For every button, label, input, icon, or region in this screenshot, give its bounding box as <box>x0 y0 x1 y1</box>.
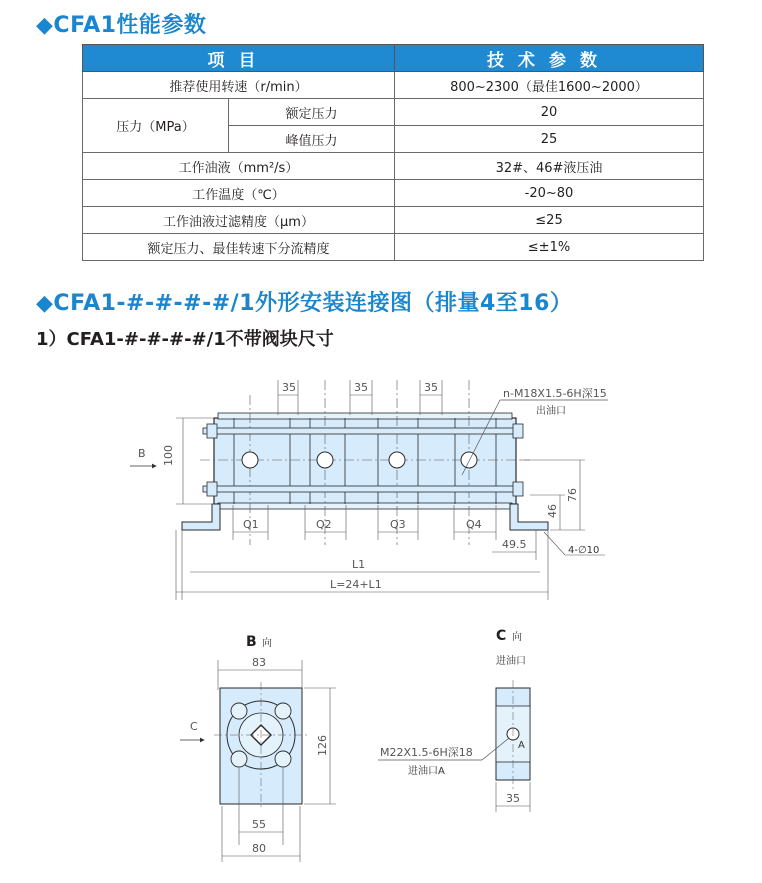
port-a-label: A <box>518 740 525 751</box>
outlet-spec: n-M18X1.5-6H深15 <box>503 387 607 400</box>
row-filter-label: 工作油液过滤精度（μm） <box>83 207 395 234</box>
dim-80: 80 <box>252 842 266 855</box>
dim-83: 83 <box>252 656 266 669</box>
row-temp-value: -20~80 <box>395 180 704 207</box>
row-peak-label: 峰值压力 <box>229 126 395 153</box>
row-accuracy-value: ≤±1% <box>395 234 704 261</box>
dim-l-total: L=24+L1 <box>330 578 382 591</box>
inlet-label: 进油口 <box>496 656 526 667</box>
c-view-suffix: 向 <box>512 632 522 643</box>
row-rated-value: 20 <box>395 99 704 126</box>
dim-76: 76 <box>566 488 579 502</box>
section-title-performance: ◆CFA1性能参数 <box>36 13 207 38</box>
dim-q3: Q3 <box>390 518 406 531</box>
outlet-port-3 <box>389 452 405 468</box>
outlet-label: 出油口 <box>536 406 566 417</box>
outlet-port-4 <box>461 452 477 468</box>
section-title-installation: ◆CFA1-#-#-#-#/1外形安装连接图（排量4至16） <box>36 291 573 316</box>
dim-l1: L1 <box>352 558 366 571</box>
section-title-no-valve: 1）CFA1-#-#-#-#/1不带阀块尺寸 <box>36 329 334 350</box>
inlet-a-label: 进油口A <box>408 766 445 777</box>
row-filter-value: ≤25 <box>395 207 704 234</box>
b-view-suffix: 向 <box>262 638 272 649</box>
outlet-port-1 <box>242 452 258 468</box>
view-b-arrow-label: B <box>138 447 146 460</box>
dim-55: 55 <box>252 818 266 831</box>
mount-bracket-right <box>510 504 548 530</box>
dim-35-a: 35 <box>282 381 296 394</box>
dim-46: 46 <box>546 504 559 518</box>
dim-35-c: 35 <box>424 381 438 394</box>
dim-49-5: 49.5 <box>502 538 527 551</box>
dim-q1: Q1 <box>243 518 259 531</box>
front-view <box>130 380 608 600</box>
tie-bolt-top <box>203 428 517 434</box>
row-peak-value: 25 <box>395 126 704 153</box>
c-view-title: C <box>496 628 507 644</box>
b-view <box>180 634 336 862</box>
dim-q2: Q2 <box>316 518 332 531</box>
c-arrow-label: C <box>190 720 198 733</box>
mount-bracket-left <box>182 504 220 530</box>
dim-100: 100 <box>162 445 175 466</box>
header-item: 项目 <box>83 45 395 72</box>
row-accuracy-label: 额定压力、最佳转速下分流精度 <box>83 234 395 261</box>
inlet-spec: M22X1.5-6H深18 <box>380 746 473 759</box>
header-tech-params: 技术参数 <box>395 45 704 72</box>
c-view <box>378 628 530 812</box>
row-speed-value: 800~2300（最佳1600~2000） <box>395 72 704 99</box>
dim-q4: Q4 <box>466 518 482 531</box>
row-temp-label: 工作温度（℃） <box>83 180 395 207</box>
row-speed-label: 推荐使用转速（r/min） <box>83 72 395 99</box>
outlet-port-2 <box>317 452 333 468</box>
dim-126: 126 <box>316 735 329 756</box>
hole-spec: 4-∅10 <box>568 545 600 556</box>
row-pressure-label: 压力（MPa） <box>83 99 229 153</box>
b-view-title: B <box>246 634 257 650</box>
dim-35-b: 35 <box>354 381 368 394</box>
c-dim-35: 35 <box>506 792 520 805</box>
tie-bolt-bottom <box>203 486 517 492</box>
row-oil-label: 工作油液（mm²/s） <box>83 153 395 180</box>
row-oil-value: 32#、46#液压油 <box>395 153 704 180</box>
row-rated-label: 额定压力 <box>229 99 395 126</box>
